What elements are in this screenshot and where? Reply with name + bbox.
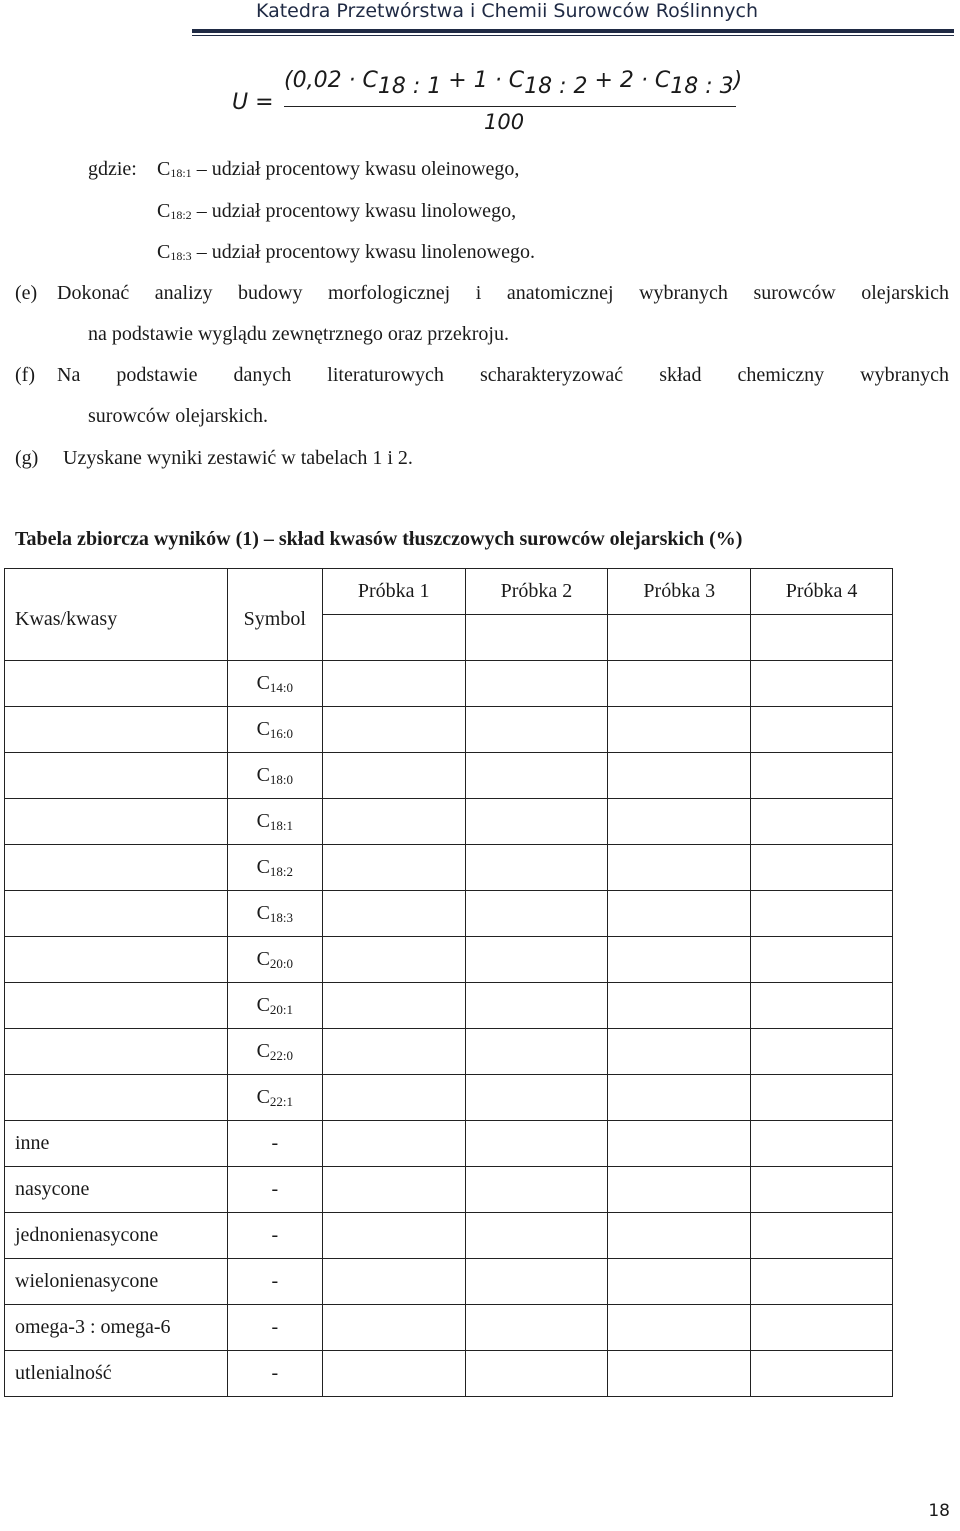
symbol-base: C (256, 855, 270, 878)
table-cell[interactable] (751, 1259, 893, 1305)
acid-name-cell[interactable] (5, 1029, 228, 1075)
summary-symbol: - (227, 1121, 322, 1167)
header-sample: Próbka 3 (608, 569, 751, 615)
symbol-cell (227, 1029, 322, 1075)
symbol-base: C (256, 947, 270, 970)
header-rule (192, 29, 954, 33)
summary-row (5, 1259, 893, 1305)
table-row (5, 1029, 893, 1075)
table-cell[interactable] (608, 661, 751, 707)
symbol-base: C (256, 1085, 270, 1108)
legend-symbol: C (157, 200, 171, 222)
table-cell[interactable] (322, 1351, 465, 1397)
table-cell[interactable] (465, 845, 608, 891)
header-rule-thin (192, 35, 954, 36)
table-row (5, 753, 893, 799)
table-cell[interactable] (751, 661, 893, 707)
table-cell[interactable] (608, 983, 751, 1029)
formula-numerator (284, 68, 742, 99)
table-cell[interactable] (608, 1351, 751, 1397)
symbol-cell (227, 983, 322, 1029)
symbol-subscript: 18:2 (269, 863, 294, 879)
table-cell[interactable] (751, 845, 893, 891)
table-cell[interactable] (465, 937, 608, 983)
step-text-cont: na podstawie wyglądu zewnętrznego oraz przekroju. (88, 323, 509, 345)
page-number: 18 (928, 1501, 950, 1521)
legend-intro: gdzie: (88, 158, 137, 180)
table-cell[interactable] (465, 891, 608, 937)
summary-name: inne (5, 1121, 228, 1167)
acid-name-cell[interactable] (5, 937, 228, 983)
table-cell[interactable] (608, 1121, 751, 1167)
table-row (5, 1075, 893, 1121)
symbol-base: C (256, 1039, 270, 1062)
table-cell[interactable] (465, 1075, 608, 1121)
legend-item (157, 200, 516, 223)
table-cell[interactable] (608, 1029, 751, 1075)
table-cell[interactable] (608, 1075, 751, 1121)
table-cell[interactable] (322, 799, 465, 845)
legend-text: – udział procentowy kwasu oleinowego, (191, 158, 520, 180)
table-row (5, 799, 893, 845)
acid-name-cell[interactable] (5, 707, 228, 753)
formula (232, 62, 752, 142)
table-cell[interactable] (465, 1259, 608, 1305)
step-label: (f) (15, 364, 35, 386)
acid-name-cell[interactable] (5, 891, 228, 937)
summary-symbol: - (227, 1213, 322, 1259)
table-cell[interactable] (322, 1121, 465, 1167)
symbol-subscript: 20:0 (269, 955, 294, 971)
table-cell[interactable] (608, 891, 751, 937)
formula-part: + 2 · C (587, 68, 671, 93)
summary-name: jednonienasycone (5, 1213, 228, 1259)
table-cell[interactable] (751, 937, 893, 983)
table-cell[interactable] (751, 1121, 893, 1167)
step-text-cont: surowców olejarskich. (88, 405, 268, 427)
table-cell[interactable] (751, 983, 893, 1029)
table-row (5, 707, 893, 753)
table-cell[interactable] (322, 615, 465, 661)
symbol-subscript: 18:0 (269, 771, 294, 787)
formula-lhs: U = (232, 90, 274, 115)
step-text: Uzyskane wyniki zestawić w tabelach 1 i 2. (63, 447, 413, 469)
symbol-cell (227, 753, 322, 799)
table-cell[interactable] (465, 1167, 608, 1213)
table-row (5, 891, 893, 937)
acid-name-cell[interactable] (5, 753, 228, 799)
summary-name: utlenialność (5, 1351, 228, 1397)
table-cell[interactable] (465, 661, 608, 707)
table-cell[interactable] (322, 1029, 465, 1075)
table-cell[interactable] (322, 1305, 465, 1351)
header-symbol: Symbol (227, 569, 322, 661)
summary-row (5, 1167, 893, 1213)
symbol-base: C (256, 809, 270, 832)
legend-symbol: C (157, 158, 171, 180)
table-row (5, 845, 893, 891)
symbol-base: C (256, 993, 270, 1016)
table-cell[interactable] (465, 799, 608, 845)
symbol-subscript: 14:0 (269, 679, 294, 695)
legend-symbol: C (157, 241, 171, 263)
table-cell[interactable] (322, 1213, 465, 1259)
summary-row (5, 1305, 893, 1351)
table-cell[interactable] (465, 1305, 608, 1351)
table-cell[interactable] (322, 845, 465, 891)
acid-name-cell[interactable] (5, 661, 228, 707)
table-cell[interactable] (608, 799, 751, 845)
table-cell[interactable] (465, 707, 608, 753)
results-table (4, 568, 893, 1397)
table-cell[interactable] (322, 707, 465, 753)
header-row (5, 569, 893, 615)
symbol-subscript: 18:3 (269, 909, 294, 925)
legend-text: – udział procentowy kwasu linolowego, (191, 200, 517, 222)
table-cell[interactable] (465, 753, 608, 799)
symbol-cell (227, 937, 322, 983)
table-cell[interactable] (608, 707, 751, 753)
table-cell[interactable] (751, 753, 893, 799)
table-cell[interactable] (751, 1351, 893, 1397)
symbol-base: C (256, 901, 270, 924)
table-cell[interactable] (322, 983, 465, 1029)
formula-part: (0,02 · C (284, 68, 378, 93)
header-sample: Próbka 2 (465, 569, 608, 615)
fraction-bar (284, 106, 736, 107)
table-cell[interactable] (751, 1075, 893, 1121)
symbol-subscript: 16:0 (269, 725, 294, 741)
acid-name-cell[interactable] (5, 799, 228, 845)
header-acid: Kwas/kwasy (5, 569, 228, 661)
symbol-cell (227, 845, 322, 891)
table-cell[interactable] (751, 891, 893, 937)
summary-row (5, 1351, 893, 1397)
symbol-cell (227, 891, 322, 937)
table-cell[interactable] (322, 753, 465, 799)
page-header (0, 0, 958, 30)
symbol-cell (227, 1075, 322, 1121)
symbol-base: C (256, 671, 270, 694)
table-cell[interactable] (465, 983, 608, 1029)
table-cell[interactable] (751, 1213, 893, 1259)
table-caption: Tabela zbiorcza wyników (1) – skład kwasów tłuszczowych surowców olejarskich (%) (15, 528, 743, 550)
table-cell[interactable] (465, 1029, 608, 1075)
acid-name-cell[interactable] (5, 983, 228, 1029)
legend-subscript: 18:1 (170, 166, 192, 180)
table-cell[interactable] (751, 707, 893, 753)
legend-text: – udział procentowy kwasu linolenowego. (191, 241, 535, 263)
table-cell[interactable] (751, 1029, 893, 1075)
table-cell[interactable] (751, 1305, 893, 1351)
step-text: Na podstawie danych literaturowych scharakteryzować skład chemiczny wybranych (57, 364, 949, 386)
symbol-subscript: 20:1 (269, 1001, 294, 1017)
summary-row (5, 1121, 893, 1167)
step-text: Dokonać analizy budowy morfologicznej i anatomicznej wybranych surowców olejarskich (57, 282, 949, 304)
acid-name-cell[interactable] (5, 845, 228, 891)
legend-item (157, 158, 519, 181)
table-cell[interactable] (608, 845, 751, 891)
table-cell[interactable] (465, 1121, 608, 1167)
formula-sub: 18 : 1 (377, 74, 442, 99)
symbol-base: C (256, 717, 270, 740)
formula-sub: 18 : 3 (670, 74, 734, 99)
symbol-cell (227, 707, 322, 753)
symbol-subscript: 18:1 (269, 817, 294, 833)
table-cell[interactable] (751, 799, 893, 845)
table-row (5, 661, 893, 707)
summary-symbol: - (227, 1259, 322, 1305)
table-cell[interactable] (322, 1167, 465, 1213)
formula-denominator: 100 (484, 110, 525, 134)
legend-item (157, 241, 535, 264)
step-label: (g) (15, 447, 39, 469)
summary-symbol: - (227, 1351, 322, 1397)
summary-symbol: - (227, 1167, 322, 1213)
symbol-base: C (256, 763, 270, 786)
summary-name: nasycone (5, 1167, 228, 1213)
table-cell[interactable] (322, 661, 465, 707)
table-cell[interactable] (465, 1213, 608, 1259)
legend-subscript: 18:3 (170, 249, 192, 263)
header-sample: Próbka 1 (322, 569, 465, 615)
formula-part: ) (733, 68, 743, 93)
table-cell[interactable] (751, 615, 893, 661)
table-cell[interactable] (608, 1213, 751, 1259)
header-sample: Próbka 4 (751, 569, 893, 615)
header-title: Katedra Przetwórstwa i Chemii Surowców Roślinnych (255, 0, 758, 22)
formula-part: + 1 · C (441, 68, 525, 93)
summary-name: wielonienasycone (5, 1259, 228, 1305)
table-cell[interactable] (322, 891, 465, 937)
table-cell[interactable] (465, 615, 608, 661)
table-row (5, 983, 893, 1029)
table-cell[interactable] (608, 1305, 751, 1351)
table-row (5, 937, 893, 983)
table-cell[interactable] (322, 1075, 465, 1121)
symbol-cell (227, 799, 322, 845)
legend-subscript: 18:2 (170, 208, 192, 222)
symbol-subscript: 22:1 (269, 1093, 294, 1109)
table-cell[interactable] (608, 615, 751, 661)
acid-name-cell[interactable] (5, 1075, 228, 1121)
summary-row (5, 1213, 893, 1259)
table-cell[interactable] (751, 1167, 893, 1213)
table-cell[interactable] (608, 1259, 751, 1305)
table-cell[interactable] (322, 1259, 465, 1305)
symbol-subscript: 22:0 (269, 1047, 294, 1063)
formula-sub: 18 : 2 (524, 74, 588, 99)
table-cell[interactable] (608, 1167, 751, 1213)
table-cell[interactable] (608, 753, 751, 799)
table-cell[interactable] (608, 937, 751, 983)
table-cell[interactable] (465, 1351, 608, 1397)
summary-symbol: - (227, 1305, 322, 1351)
table-cell[interactable] (322, 937, 465, 983)
symbol-cell (227, 661, 322, 707)
summary-name: omega-3 : omega-6 (5, 1305, 228, 1351)
step-label: (e) (15, 282, 38, 304)
